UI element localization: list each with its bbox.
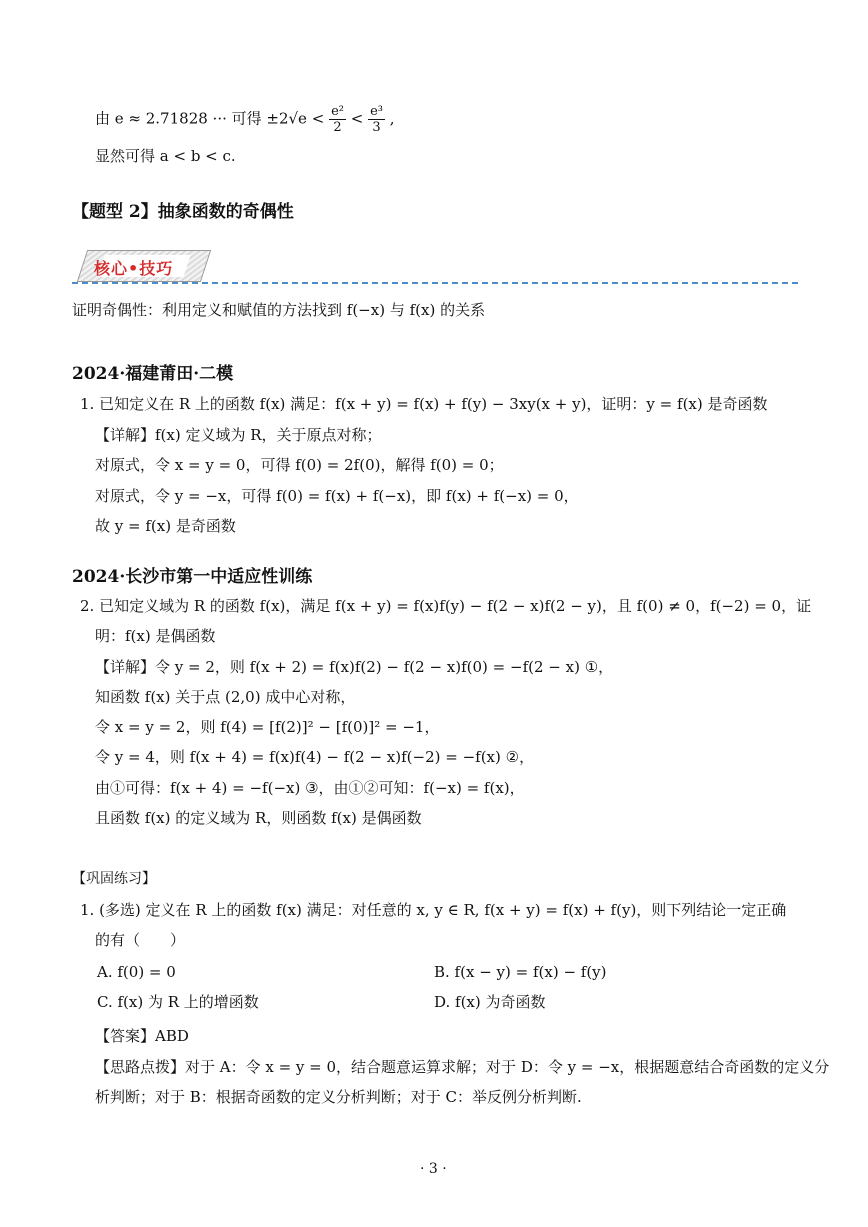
q2-solution-line-1: 【详解】令 y = 2，则 f(x + 2) = f(x)f(2) − f(2 − x)f(0) = −f(2 − x) ①， [95, 658, 614, 676]
q2-stem-line-2: 明：f(x) 是偶函数 [95, 627, 216, 645]
fraction-2-numerator: e³ [370, 104, 384, 119]
page-number: · 3 · [420, 1161, 447, 1177]
hint-line-1: 【思路点拨】对于 A：令 x = y = 0，结合题意运算求解；对于 D：令 y = −x，根据题意结合奇函数的定义分 [95, 1058, 830, 1076]
option-b: B. f(x − y) = f(x) − f(y) [434, 963, 607, 981]
q2-solution-line-5: 由①可得：f(x + 4) = −f(−x) ③，由①②可知：f(−x) = f(x)， [95, 779, 525, 797]
intro-comma: , [389, 109, 395, 128]
q2-solution-line-3: 令 x = y = 2，则 f(4) = [f(2)]² − [f(0)]² = −1， [95, 718, 440, 736]
q2-stem-line-1: 2. 已知定义域为 R 的函数 f(x)，满足 f(x + y) = f(x)f(y) − f(2 − x)f(2 − y)，且 f(0) ≠ 0，f(−2) = 0，证 [80, 597, 812, 615]
option-d: D. f(x) 为奇函数 [434, 993, 546, 1011]
intro-line-1 [95, 104, 395, 135]
hint-line-2: 析判断；对于 B：根据奇函数的定义分析判断；对于 C：举反例分析判断. [95, 1088, 582, 1106]
core-tips-banner [72, 244, 798, 288]
answer-line: 【答案】ABD [95, 1027, 189, 1045]
less-than-sign: < [350, 109, 364, 128]
fraction-2-denominator: 3 [372, 120, 381, 135]
q1-solution-line-1: 【详解】f(x) 定义域为 R，关于原点对称； [95, 426, 382, 444]
fraction-1-numerator: e² [331, 104, 344, 119]
fraction-e2-over-2 [329, 104, 346, 135]
p1-stem-line-1: 1. (多选) 定义在 R 上的函数 f(x) 满足：对任意的 x, y ∈ R, f(x + y) = f(x) + f(y)，则下列结论一定正确 [80, 901, 787, 919]
source-title-2: 2024·长沙市第一中适应性训练 [72, 567, 313, 587]
q2-solution-line-4: 令 y = 4，则 f(x + 4) = f(x)f(4) − f(2 − x)f(−2) = −f(x) ②， [95, 748, 535, 766]
badge-label: 核心•技巧 [94, 259, 174, 278]
q1-solution-line-4: 故 y = f(x) 是奇函数 [95, 517, 236, 535]
source-title-1: 2024·福建莆田·二模 [72, 364, 234, 384]
q2-solution-line-2: 知函数 f(x) 关于点 (2,0) 成中心对称， [95, 688, 356, 706]
q1-stem: 1. 已知定义在 R 上的函数 f(x) 满足：f(x + y) = f(x) + f(y) − 3xy(x + y)，证明：y = f(x) 是奇函数 [80, 395, 768, 413]
section-title: 【题型 2】抽象函数的奇偶性 [72, 202, 294, 222]
tip-text: 证明奇偶性：利用定义和赋值的方法找到 f(−x) 与 f(x) 的关系 [72, 301, 486, 319]
q2-solution-line-6: 且函数 f(x) 的定义域为 R，则函数 f(x) 是偶函数 [95, 809, 422, 827]
practice-title: 【巩固练习】 [72, 871, 156, 887]
option-a: A. f(0) = 0 [97, 963, 176, 981]
q1-solution-line-2: 对原式，令 x = y = 0，可得 f(0) = 2f(0)，解得 f(0) = 0； [95, 456, 504, 474]
fraction-1-denominator: 2 [333, 120, 342, 135]
q1-solution-line-3: 对原式，令 y = −x，可得 f(0) = f(x) + f(−x)，即 f(x) + f(−x) = 0， [95, 487, 579, 505]
intro-line-2: 显然可得 a < b < c. [95, 147, 236, 165]
dashed-divider [72, 282, 798, 284]
fraction-e3-over-3 [368, 104, 385, 135]
intro-line-1-prefix: 由 e ≈ 2.71828 ··· 可得 ±2√e < [95, 109, 325, 128]
option-c: C. f(x) 为 R 上的增函数 [97, 993, 259, 1011]
p1-stem-line-2: 的有（ ） [95, 931, 186, 949]
